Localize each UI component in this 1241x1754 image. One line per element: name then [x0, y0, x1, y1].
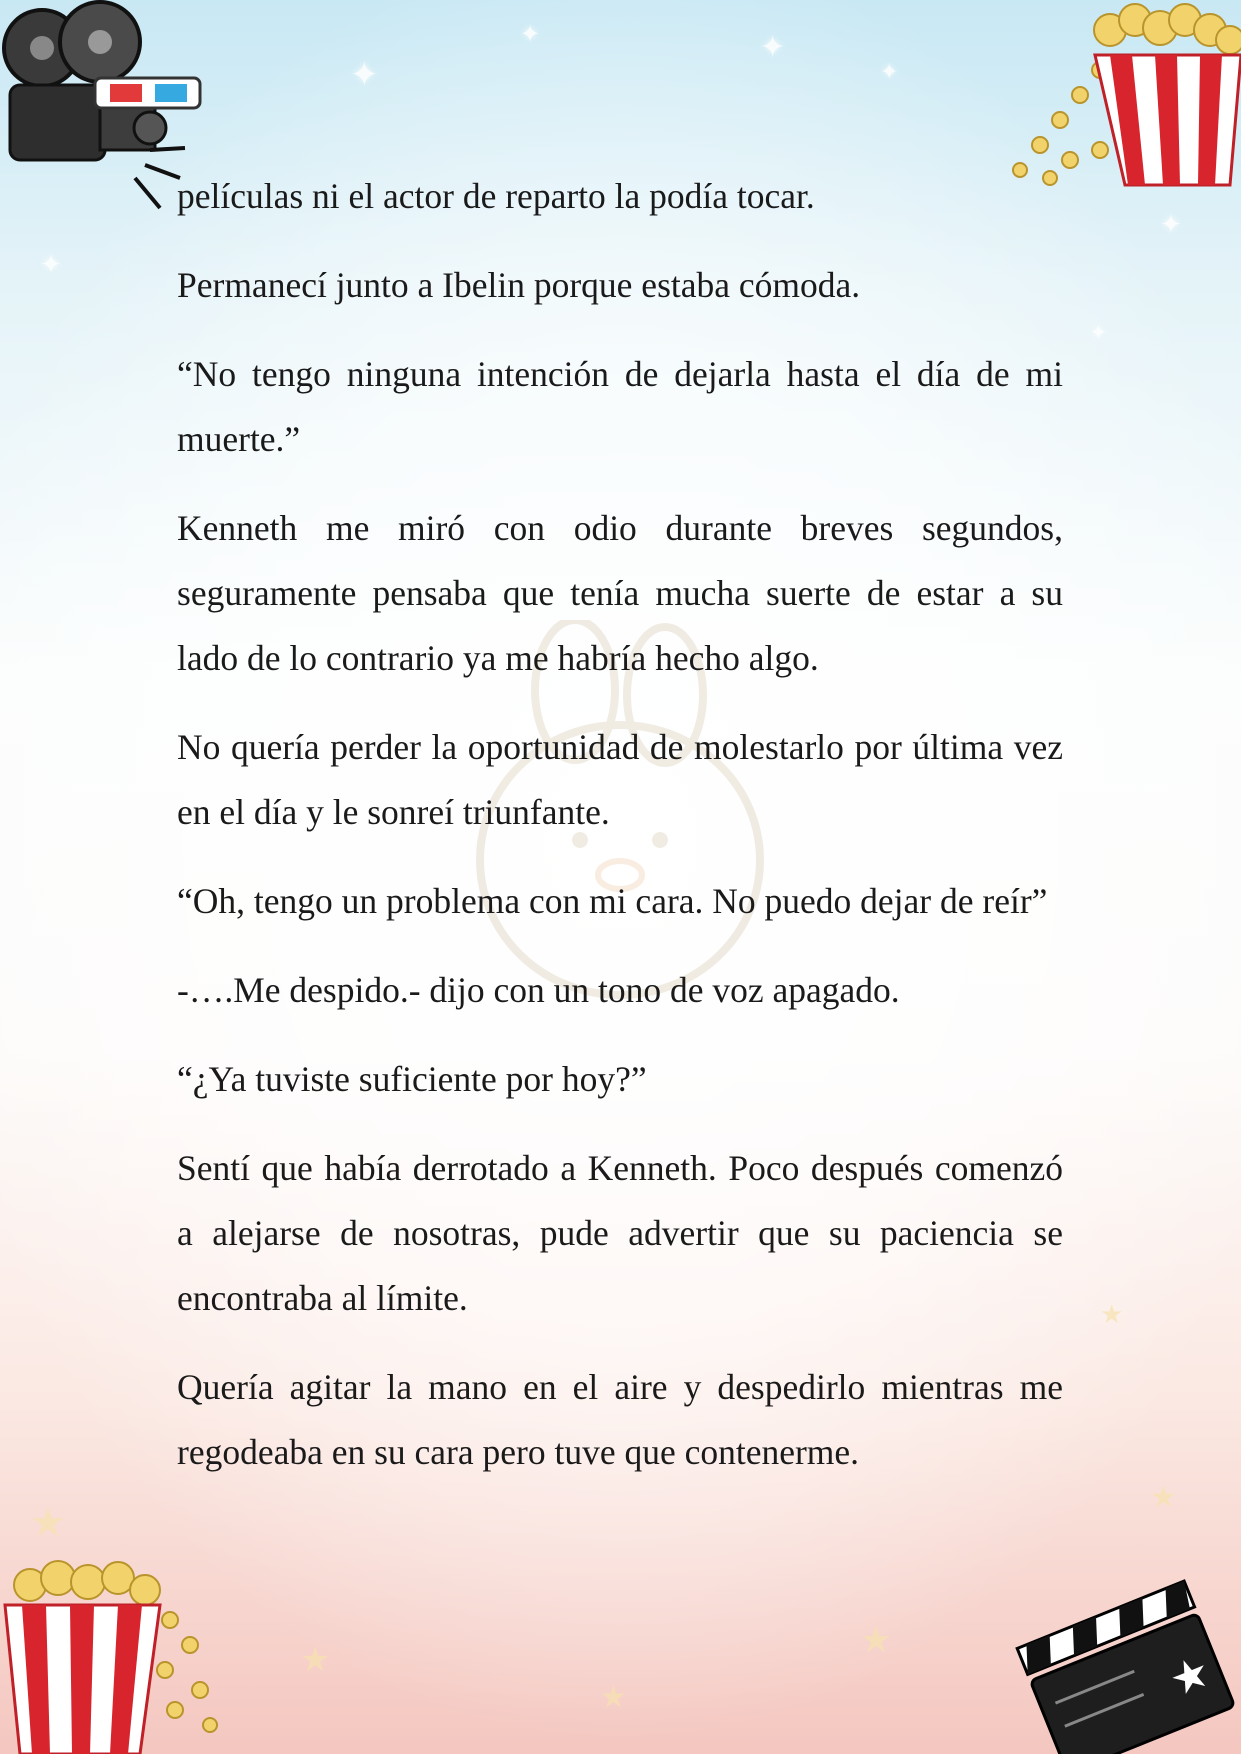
star-decoration: ★ [30, 1500, 66, 1546]
star-decoration: ★ [1150, 1480, 1177, 1515]
sparkle-decoration: ✦ [520, 20, 541, 48]
paragraph: -….Me despido.- dijo con un tono de voz apagado. [177, 970, 900, 1010]
paragraph: “No tengo ninguna intención de dejarla hasta el día de mi muerte.” [177, 354, 1063, 459]
paragraph: Permanecí junto a Ibelin porque estaba cómoda. [177, 265, 861, 305]
star-decoration: ★ [1100, 1300, 1124, 1330]
paragraph: “Oh, tengo un problema con mi cara. No puedo dejar de reír” [177, 881, 1048, 921]
sparkle-decoration: ✦ [760, 30, 786, 65]
sparkle-decoration: ✦ [350, 55, 379, 95]
star-decoration: ★ [600, 1680, 627, 1715]
clapperboard-icon [1015, 1575, 1241, 1754]
sparkle-decoration: ✦ [1090, 320, 1107, 344]
sparkle-decoration: ✦ [1160, 210, 1182, 240]
star-decoration: ★ [300, 1640, 331, 1680]
paragraph: “¿Ya tuviste suficiente por hoy?” [177, 1059, 647, 1099]
document-body [177, 164, 1063, 1509]
svg-text:★: ★ [1162, 1645, 1218, 1708]
star-decoration: ★ [860, 1620, 893, 1661]
paragraph: Kenneth me miró con odio durante breves segundos, seguramente pensaba que tenía mucha suerte de estar a su lado de lo contrario ya me habría hecho algo. [177, 508, 1063, 678]
sparkle-decoration: ✦ [880, 60, 899, 85]
popcorn-bucket-icon [0, 1560, 240, 1754]
sparkle-decoration: ✦ [40, 250, 62, 280]
paragraph: Sentí que había derrotado a Kenneth. Poco después comenzó a alejarse de nosotras, pude advertir que su paciencia se encontraba al límite. [177, 1148, 1063, 1318]
paragraph: No quería perder la oportunidad de molestarlo por última vez en el día y le sonreí triunfante. [177, 727, 1063, 832]
popcorn-bucket-icon [1000, 0, 1241, 190]
paragraph: películas ni el actor de reparto la podía tocar. [177, 176, 815, 216]
paragraph: Quería agitar la mano en el aire y despedirlo mientras me regodeaba en su cara pero tuve que contenerme. [177, 1367, 1063, 1472]
